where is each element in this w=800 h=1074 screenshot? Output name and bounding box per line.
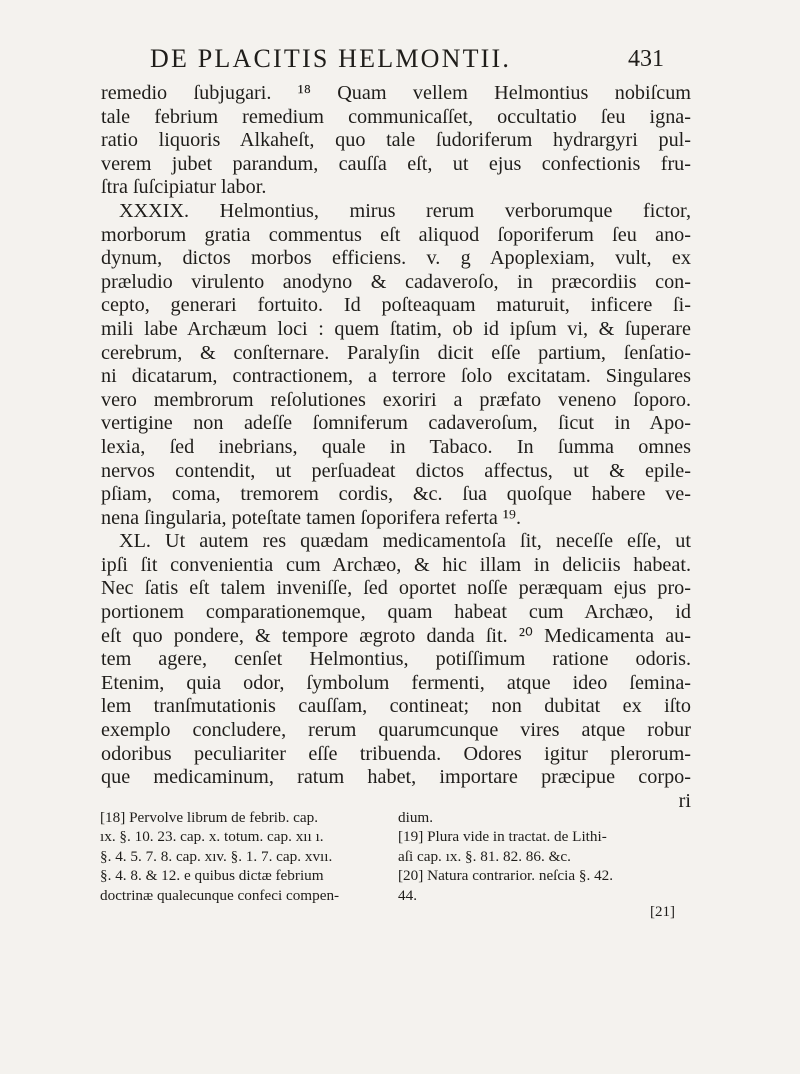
- footnotes-left-column: [100, 808, 390, 905]
- text-line: pſiam, coma, tremorem cordis, &c. ſua quoſque habere ve-: [101, 483, 691, 506]
- footnote-line: [20] Natura contrarior. neſcia §. 42.: [398, 867, 614, 885]
- text-line: vero membrorum reſolutiones exoriri a præfato veneno ſoporo.: [101, 388, 691, 411]
- text-line: lexia, ſed inebrians, quale in Tabaco. In ſumma omnes: [101, 435, 691, 458]
- text-line: cerebrum, & conſternare. Paralyſin dicit eſſe partium, ſenſatio-: [101, 341, 691, 364]
- footnote-line: aſi cap. ıx. §. 81. 82. 86. &c.: [398, 847, 571, 865]
- text-line: Etenim, quia odor, ſymbolum fermenti, atque ideo ſemina-: [101, 671, 691, 694]
- text-line: eſt quo pondere, & tempore ægroto danda ſit. ²⁰ Medicamenta au-: [101, 624, 691, 647]
- text-line: morborum gratia commentus eſt aliquod ſoporiferum ſeu ano-: [101, 223, 691, 246]
- footnote-line: dium.: [398, 809, 434, 826]
- footnote-line: [18] Pervolve librum de febrib. cap.: [100, 809, 319, 826]
- main-text: [101, 82, 691, 813]
- text-line: verem jubet parandum, cauſſa eſt, ut ejus confectionis fru-: [101, 152, 691, 175]
- footnote-line: ıx. §. 10. 23. cap. x. totum. cap. xıı ı.: [100, 828, 324, 846]
- text-line: lem tranſmutationis cauſſam, contineat; non dubitat ex iſto: [101, 695, 691, 718]
- text-line: mili labe Archæum loci : quem ſtatim, ob id ipſum vi, & ſuperare: [101, 317, 691, 340]
- text-line: ni dicatarum, contractionem, a terrore ſolo excitatam. Singulares: [101, 365, 691, 388]
- text-line: ratio liquoris Alkaheſt, quo tale ſudoriferum hydrargyri pul-: [101, 129, 691, 152]
- footnote-line: §. 4. 8. & 12. e quibus dictæ febrium: [100, 867, 324, 885]
- section-xl-heading-line: XL. Ut autem res quædam medicamentoſa ſit, neceſſe eſſe, ut: [119, 530, 691, 553]
- text-line: nena ſingularia, poteſtate tamen ſoporifera referta ¹⁹.: [101, 506, 522, 529]
- text-line: remedio ſubjugari. ¹⁸ Quam vellem Helmontius nobiſcum: [101, 82, 691, 104]
- page-number: 431: [628, 46, 664, 72]
- footnotes-right-column: [398, 808, 698, 905]
- text-line: dynum, dictos morbos efficiens. v. g Apoplexiam, vult, ex: [101, 247, 691, 270]
- text-line: portionem comparationemque, quam habeat cum Archæo, id: [101, 601, 691, 624]
- text-line: ſtra ſuſcipiatur labor.: [101, 176, 267, 199]
- footnote-line: doctrinæ qualecunque confeci compen-: [100, 886, 340, 904]
- text-line: tale febrium remedium communicaſſet, occultatio ſeu igna-: [101, 105, 691, 128]
- text-line: odoribus peculiariter eſſe tribuenda. Odores igitur plerorum-: [101, 742, 691, 765]
- text-line: vertigine non adeſſe ſomniferum cadaveroſum, ſicut in Apo-: [101, 412, 691, 435]
- footnote-line: §. 4. 5. 7. 8. cap. xıv. §. 1. 7. cap. xvıı.: [100, 847, 333, 865]
- text-line: exemplo concludere, rerum quarumcunque vires atque robur: [101, 719, 691, 742]
- text-line: ipſi ſit convenientia cum Archæo, & hic illam in deliciis habeat.: [101, 553, 691, 576]
- section-xxxix-heading-line: XXXIX. Helmontius, mirus rerum verborumque fictor,: [119, 199, 691, 222]
- text-line: tem agere, cenſet Helmontius, potiſſimum ratione odoris.: [101, 648, 691, 671]
- text-line: cepto, generari fortuito. Id poſteaquam maturuit, inficere ſi-: [101, 294, 691, 317]
- catchword: ri: [678, 789, 691, 812]
- footnote-line: 44.: [398, 886, 417, 904]
- text-line: que medicaminum, ratum habet, importare præcipue corpo-: [101, 766, 691, 789]
- running-title: DE PLACITIS HELMONTII.: [150, 44, 512, 73]
- text-line: nervos contendit, ut perſuadeat dictos affectus, ut & epile-: [101, 459, 691, 482]
- signature-mark: [21]: [650, 904, 675, 920]
- text-line: præludio virulento anodyno & cadaveroſo, in præcordiis con-: [101, 270, 691, 293]
- text-line: Nec ſatis eſt talem inveniſſe, ſed oportet noſſe peræquam ejus pro-: [101, 577, 691, 600]
- footnote-line: [19] Plura vide in tractat. de Lithi-: [398, 828, 607, 846]
